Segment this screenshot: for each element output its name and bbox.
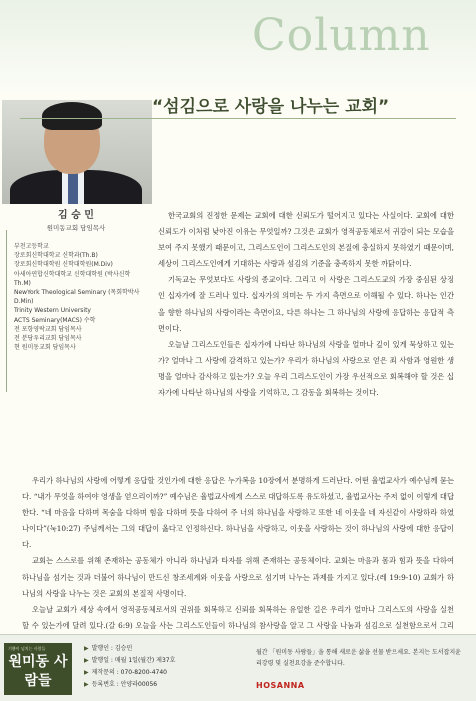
author-name: 김 승 민: [58, 210, 94, 221]
career-item: NewYork Theological Seminary (목회학박사 D.Min): [14, 289, 140, 306]
article-paragraph: 교회는 스스로를 위해 존재하는 공동체가 아니라 하나님과 타자를 위해 존재하는 공동체이다. 교회는 마음과 몸과 힘과 뜻을 다하여 하나님을 섬기는 것과 더불어 하나님이 만드신 창조세계와 이웃을 사랑으로 섬기며 나누는 과제를 가지고 있다.(레 19:9-10) 교회가 하나님의 사랑을 나누는 것은 교회의 본질적 사명이다.: [22, 556, 454, 598]
article-paragraph: 우리가 하나님의 사랑에 어떻게 응답할 것인가에 대한 응답은 누가복음 10장에서 분명하게 드러난다. 어떤 율법교사가 예수님께 묻는다. “내가 무엇을 하여야 영생을 얻으리이까?” 예수님은 율법교사에게 스스로 대답하도록 유도하셨고, 율법교사는 주저 없이 이렇게 대답한다. “네 마음을 다하며 목숨을 다하며 힘을 다하며 뜻을 다하여 주 너의 하나님을 사랑하고 또한 네 이웃을 네 자신같이 사랑하라 하였나이다”(눅10:27) 주님께서는 그의 대답이 옳다고 인정하신다. 하나님을 사랑하고, 이웃을 사랑하는 것이 하나님의 사랑에 대한 응답이다.: [22, 476, 454, 550]
career-item: 전 분당우리교회 담임목사: [14, 335, 82, 343]
career-item: 장로회신학대학원 신학대학원(M.Div): [14, 261, 113, 269]
article-paragraph: 오늘날 그리스도인들은 십자가에 나타난 하나님의 사랑을 얼마나 깊이 있게 묵상하고 있는가? 얼마나 그 사랑에 감격하고 있는가? 우리가 하나님의 사랑으로 얻은 죄 사함과 영원한 생명을 얼마나 감사하고 있는가? 오늘 우리 그리스도인이 가장 우선적으로 회복해야 할 것은 십자가에 나타난 하나님의 사랑을 기억하고, 그 감동을 회복하는 것이다.: [158, 339, 454, 398]
bullet-icon: ▶: [84, 669, 89, 676]
author-sidebar: [6, 206, 146, 352]
bullet-icon: ▶: [84, 681, 89, 688]
sponsor-logo: HOSANNA: [256, 681, 305, 690]
bullet-icon: ▶: [84, 657, 89, 664]
article-paragraph: 오늘날 교회가 세상 속에서 영적공동체로서의 권위를 회복하고 신뢰를 회복하는 유일한 길은 우리가 얼마나 그리스도의 사랑을 실천할 수 있는가에 달려 있다.(갈 6:9) 오늘을 사는 그리스도인들이 하나님의 참사랑을 알고 그 사랑을 나눔과 섬김으로 실천함으로서 그리: [22, 604, 454, 630]
career-item: ACTS Seminary(MACS) 수학: [14, 316, 96, 324]
article-paragraph: 기독교는 무엇보다도 사랑의 종교이다. 그리고 이 사랑은 그리스도교의 가장 중심된 상징인 십자가에 잘 드러나 있다. 십자가의 의미는 두 가지 측면으로 이해될 수 있다. 하나는 인간을 향한 하나님의 사랑이라는 측면이요, 다른 하나는 그 하나님의 사랑에 응답하는 응답적 측면이다.: [158, 275, 454, 333]
sidebar-divider: [6, 230, 7, 392]
article-body-narrow: [158, 208, 454, 401]
publication-info: [84, 643, 175, 691]
article-headline: “섬김으로 사랑을 나누는 교회”: [152, 97, 390, 117]
headline-rule: [20, 118, 456, 119]
bullet-icon: ▶: [84, 645, 89, 652]
publication-item: ▶ 발행일 : 매월 1일(월간) 제37호: [84, 657, 176, 664]
author-photo: [2, 100, 152, 204]
publication-item: ▶ 등록번호 : 안양라00056: [84, 681, 158, 688]
author-role: 원미동교회 담임목사: [46, 224, 106, 232]
column-label: Column: [252, 10, 431, 61]
publication-item: ▶ 제작문의 : 070-8200-4740: [84, 669, 167, 676]
career-item: 현 원미동교회 담임목사: [14, 344, 76, 352]
career-item: 아세아연합신학대학교 신학대학원 (박사신학 Th.M): [14, 270, 131, 287]
footer-notice: 월간 「원미동 사람들」을 통해 새로운 삶을 선물 받으세요. 본지는 도서잡지윤리강령 및 실천요강을 준수합니다.: [256, 649, 461, 667]
career-item: 장로회신학대학교 신학과(Th.B): [14, 252, 98, 260]
photo-tie: [68, 172, 78, 204]
article-paragraph: 한국교회의 진정한 문제는 교회에 대한 신뢰도가 떨어지고 있다는 사실이다. 교회에 대한 신뢰도가 이처럼 낮아진 이유는 무엇일까? 그것은 교회가 영적공동체로서 귀감이 되는 모습을 보여 주지 못했기 때문이고, 그리스도인이 그리스도인의 본질에 충실하지 못하였기 때문이며, 세상이 그리스도인에게 기대하는 사랑과 섬김의 기준을 충족하지 못한 까닭이다.: [158, 211, 454, 269]
page-footer: [0, 634, 476, 701]
logo-tagline: 기쁨이 넘치는 사람들: [8, 646, 46, 651]
photo-hair: [42, 102, 102, 130]
logo-title: 원미동 사람들: [8, 654, 68, 689]
article-body-wide: [22, 473, 454, 650]
author-career-list: [6, 242, 146, 352]
career-item: 전 포항영락교회 담임목사: [14, 325, 82, 333]
career-item: Trinity Western University: [14, 307, 91, 315]
magazine-logo: [4, 643, 72, 695]
publication-item: ▶ 발행인 : 김승민: [84, 645, 133, 652]
career-item: 부천고등학교: [14, 243, 49, 250]
